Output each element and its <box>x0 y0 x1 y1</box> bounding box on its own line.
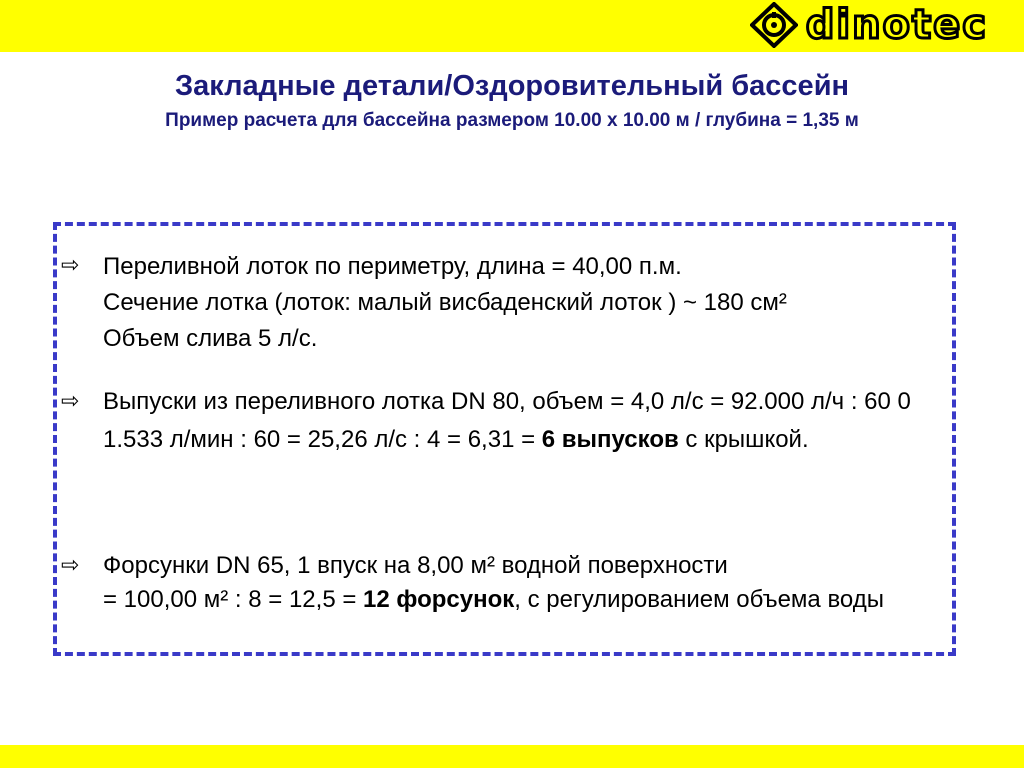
list-item <box>103 552 943 614</box>
hollow-arrow-icon: ⇨ <box>61 388 80 413</box>
logo-text: dinotec <box>805 2 988 48</box>
bottom-yellow-bar <box>0 745 1024 768</box>
item-2-line-2 <box>103 424 943 456</box>
item-1-line-3: Объем слива 5 л/с. <box>103 325 318 352</box>
hollow-arrow-icon: ⇨ <box>61 252 80 277</box>
item-1-line-2: Сечение лотка (лоток: малый висбаденский лоток ) ~ 180 см² <box>103 289 787 316</box>
list-item <box>103 388 943 456</box>
dinotec-emblem-icon <box>750 2 798 48</box>
item-3-text-post: , с регулированием объема воды <box>514 586 884 613</box>
page-subtitle: Пример расчета для бассейна размером 10.00 х 10.00 м / глубина = 1,35 м <box>165 110 859 131</box>
item-3-line-1: Форсунки DN 65, 1 впуск на 8,00 м² водной поверхности <box>103 552 728 579</box>
item-2-text-post: с крышкой. <box>678 426 809 453</box>
item-2-bold: 6 выпусков <box>541 426 679 453</box>
item-2-text-pre: 1.533 л/мин : 60 = 25,26 л/с : 4 = 6,31 = <box>103 426 542 453</box>
page-title: Закладные детали/Оздоровительный бассейн <box>174 70 850 102</box>
item-3-text-pre: = 100,00 м² : 8 = 12,5 = <box>103 586 364 613</box>
hollow-arrow-icon: ⇨ <box>61 552 80 577</box>
item-1-line-1: Переливной лоток по периметру, длина = 40,00 п.м. <box>103 253 682 280</box>
item-3-line-2 <box>103 586 943 614</box>
item-2-line-1: Выпуски из переливного лотка DN 80, объем = 4,0 л/с = 92.000 л/ч : 60 0 <box>103 388 911 415</box>
dinotec-logo <box>750 2 988 48</box>
list-item <box>103 252 943 354</box>
item-3-bold: 12 форсунок <box>363 586 515 613</box>
